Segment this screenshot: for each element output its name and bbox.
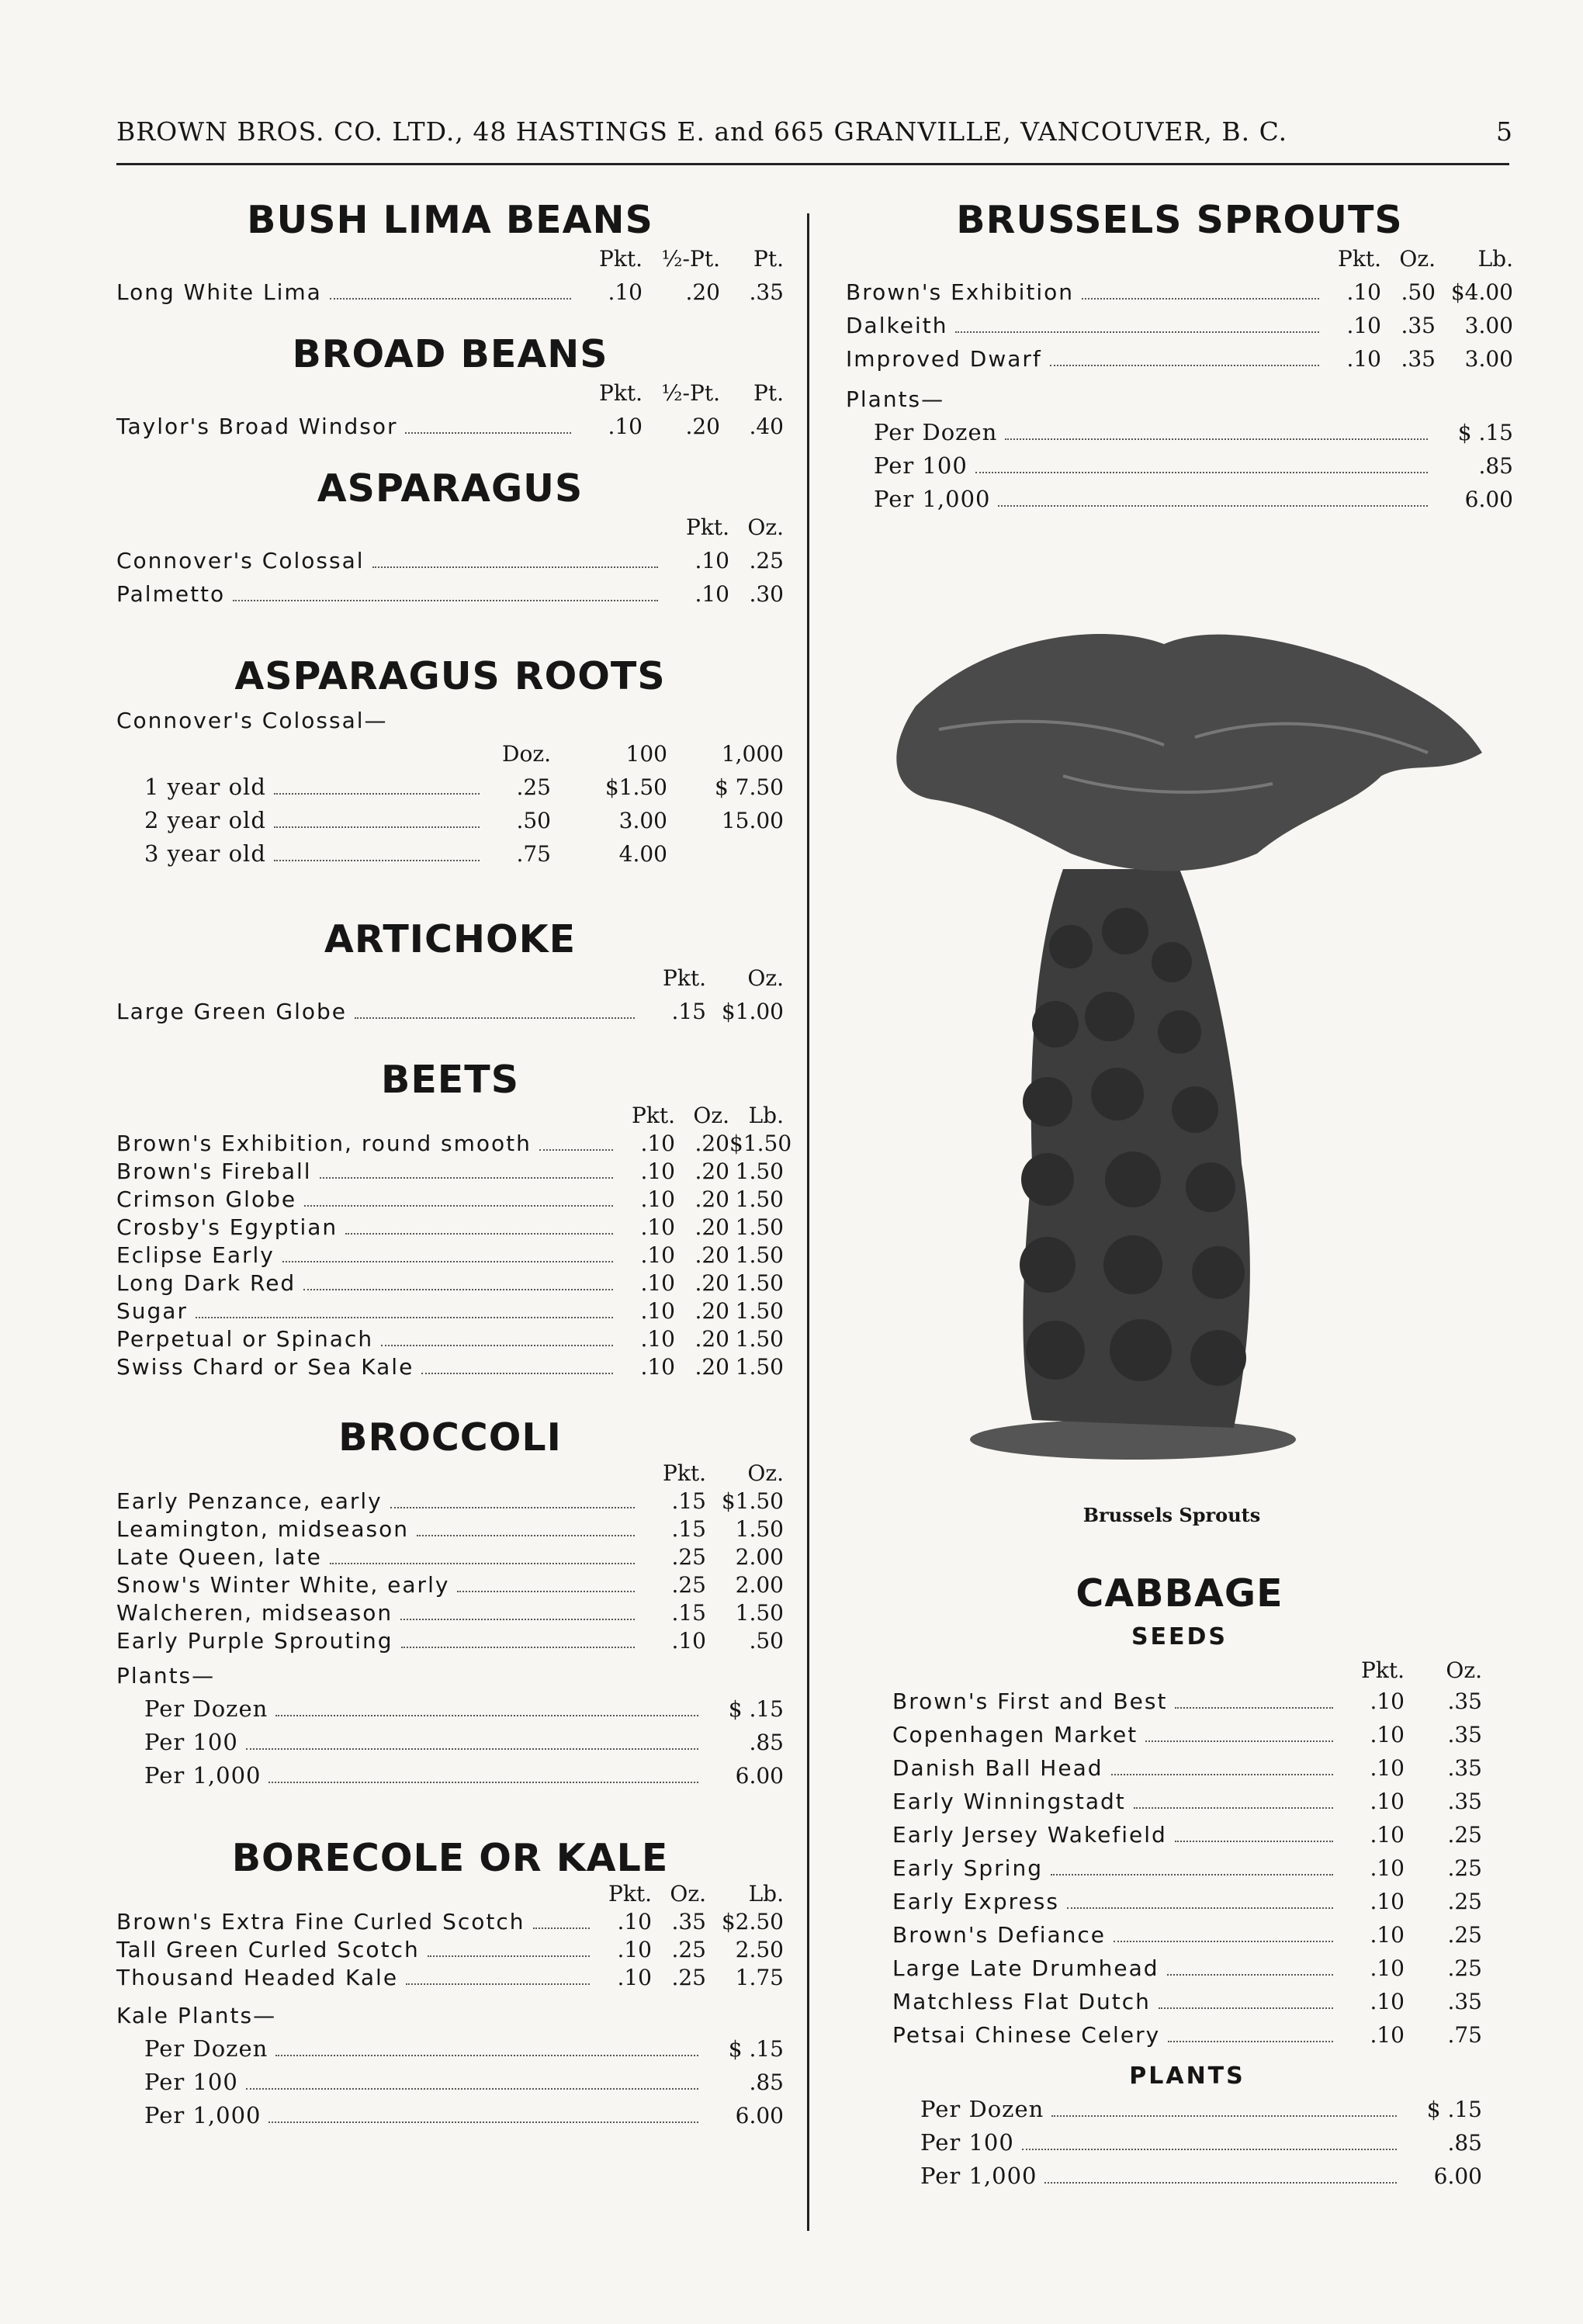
item-price: 1.50 (735, 1159, 784, 1184)
col-header: 100 (625, 741, 667, 767)
column-headers (116, 376, 784, 410)
item-price: .10 (640, 1214, 675, 1240)
col-header: Pkt. (1338, 246, 1381, 272)
item-name: Crimson Globe (116, 1186, 297, 1212)
item-name: Crosby's Egyptian (116, 1214, 338, 1240)
plant-price-row (846, 483, 1513, 516)
col-header: Pkt. (608, 1881, 652, 1907)
item-price: 15.00 (721, 808, 784, 833)
item-name: Brown's First and Best (892, 1688, 1168, 1714)
page-number: 5 (1496, 116, 1513, 147)
col-header: Oz. (747, 965, 784, 991)
item-name: Large Late Drumhead (892, 1955, 1159, 1981)
item-price: .10 (640, 1242, 675, 1268)
list-item (892, 1785, 1482, 1818)
item-name: Brown's Exhibition, round smooth (116, 1131, 532, 1156)
list-item (116, 1130, 792, 1158)
item-price: $4.00 (1450, 279, 1513, 305)
item-price: .25 (671, 1965, 706, 1990)
plant-price-row (846, 416, 1513, 449)
item-price: .85 (1447, 2130, 1482, 2156)
list-item (116, 1325, 784, 1353)
item-price: .35 (1447, 1688, 1482, 1714)
list-item (116, 1627, 784, 1655)
col-header: Oz. (1446, 1657, 1482, 1683)
list-item (116, 1214, 784, 1242)
col-header: Pt. (753, 380, 784, 406)
col-header: Oz. (670, 1881, 706, 1907)
item-name: Matchless Flat Dutch (892, 1989, 1151, 2014)
item-price: 1.75 (735, 1965, 784, 1990)
sprout-top-leaves (896, 634, 1482, 871)
item-name: Per 1,000 (144, 1762, 262, 1789)
item-price: .10 (608, 414, 643, 439)
section-title: BUSH LIMA BEANS (247, 198, 653, 242)
item-price: .35 (1447, 1722, 1482, 1747)
column-headers (116, 242, 784, 275)
item-price: .35 (1401, 313, 1436, 338)
item-price: $ .15 (1426, 2097, 1482, 2122)
list-item (892, 1885, 1482, 1918)
item-name: Long Dark Red (116, 1270, 296, 1296)
item-price: .35 (749, 279, 784, 305)
list-item (892, 1818, 1482, 1851)
item-price: .25 (516, 774, 551, 800)
col-header: Lb. (1477, 246, 1513, 272)
item-price: .10 (1370, 1922, 1405, 1948)
broad-beans-section (116, 332, 784, 443)
plants-label: Plants— (116, 1663, 216, 1688)
list-item (116, 544, 784, 577)
item-price: .10 (640, 1354, 675, 1380)
plant-price-row (116, 2032, 784, 2066)
list-item (892, 1751, 1482, 1785)
item-name: Early Purple Sprouting (116, 1628, 393, 1654)
item-price: .10 (671, 1628, 706, 1654)
item-price: .10 (1346, 346, 1381, 372)
item-price: .10 (617, 1937, 652, 1962)
list-item (116, 771, 784, 804)
col-header: Pkt. (599, 380, 643, 406)
item-price: 3.00 (1464, 313, 1513, 338)
item-price: .20 (695, 1214, 729, 1240)
item-price: .25 (749, 548, 784, 573)
item-price: .10 (1370, 1889, 1405, 1914)
item-name: Brown's Extra Fine Curled Scotch (116, 1909, 525, 1934)
item-name: Leamington, midseason (116, 1516, 409, 1542)
item-name: Per Dozen (874, 419, 998, 445)
item-price: .10 (640, 1298, 675, 1324)
item-name: Brown's Fireball (116, 1159, 312, 1184)
bush-lima-beans-section (116, 198, 784, 309)
item-name: Early Express (892, 1889, 1059, 1914)
list-item (116, 1908, 784, 1936)
list-item (892, 1851, 1482, 1885)
plant-price-row (116, 1726, 784, 1759)
col-header: 1,000 (721, 741, 784, 767)
item-price: .25 (671, 1544, 706, 1570)
cabbage-column (846, 1571, 1513, 2193)
list-item (116, 1297, 784, 1325)
plant-price-row (892, 2159, 1482, 2193)
artichoke-section (116, 917, 784, 1028)
item-price: .10 (640, 1131, 675, 1156)
list-item (116, 837, 784, 871)
list-item (116, 410, 784, 443)
item-price: .15 (671, 1488, 706, 1514)
list-item (116, 1186, 784, 1214)
item-price: .10 (1370, 2022, 1405, 2048)
list-item (116, 1158, 784, 1186)
list-item (116, 1571, 784, 1599)
col-header: Oz. (1399, 246, 1436, 272)
item-price: .25 (671, 1572, 706, 1598)
item-price: .75 (516, 841, 551, 867)
beets-section (116, 1058, 792, 1381)
item-price: 1.50 (735, 1326, 784, 1352)
list-item (846, 309, 1513, 342)
item-price: .20 (695, 1354, 729, 1380)
item-price: .85 (749, 1730, 784, 1755)
list-item (116, 1936, 784, 1964)
item-price: .25 (671, 1937, 706, 1962)
col-header: Pkt. (1361, 1657, 1405, 1683)
item-price: .25 (1447, 1855, 1482, 1881)
item-name: Snow's Winter White, early (116, 1572, 450, 1598)
item-price: 1.50 (735, 1270, 784, 1296)
item-price: .10 (617, 1909, 652, 1934)
item-price: .35 (1447, 1755, 1482, 1781)
item-name: Large Green Globe (116, 999, 347, 1024)
plants-label: Plants— (846, 386, 945, 412)
list-item (116, 1242, 784, 1269)
item-price: .10 (640, 1270, 675, 1296)
item-price: .10 (1370, 1855, 1405, 1881)
col-header: Doz. (502, 741, 551, 767)
section-title: BROAD BEANS (292, 332, 608, 376)
item-name: Swiss Chard or Sea Kale (116, 1354, 414, 1380)
item-price: $2.50 (721, 1909, 784, 1934)
item-name: Dalkeith (846, 313, 948, 338)
column-headers (116, 737, 784, 771)
item-price: .20 (695, 1326, 729, 1352)
col-header: Pkt. (632, 1103, 675, 1128)
item-price: 1.50 (735, 1242, 784, 1268)
list-item (116, 1515, 784, 1543)
item-price: .10 (1370, 1989, 1405, 2014)
broccoli-section (116, 1415, 784, 1792)
list-item (846, 275, 1513, 309)
col-header: Pkt. (686, 514, 729, 540)
item-price: .30 (749, 581, 784, 607)
item-price: 2.00 (735, 1544, 784, 1570)
item-price: .10 (640, 1326, 675, 1352)
list-item (892, 2018, 1482, 2052)
item-price: .15 (671, 1600, 706, 1626)
item-price: .50 (516, 808, 551, 833)
item-price: .10 (608, 279, 643, 305)
item-price: .20 (695, 1270, 729, 1296)
header-rule (116, 163, 1509, 165)
col-header: ½-Pt. (661, 380, 720, 406)
seeds-label: SEEDS (1131, 1623, 1228, 1650)
col-header: Pkt. (663, 965, 706, 991)
item-name: Thousand Headed Kale (116, 1965, 399, 1990)
left-column (116, 198, 792, 2132)
column-headers (116, 1460, 784, 1488)
col-header: Oz. (747, 1460, 784, 1486)
column-headers (116, 511, 784, 544)
item-price: .10 (1370, 1955, 1405, 1981)
plant-price-row (892, 2126, 1482, 2159)
item-name: Early Spring (892, 1855, 1043, 1881)
list-item (892, 1718, 1482, 1751)
item-price: .20 (695, 1159, 729, 1184)
item-price: .85 (1478, 453, 1513, 479)
right-column (846, 198, 1513, 516)
item-name: Tall Green Curled Scotch (116, 1937, 420, 1962)
page-header (116, 116, 1513, 147)
column-headers (116, 1880, 784, 1908)
item-price: $1.50 (721, 1488, 784, 1514)
list-item (116, 1269, 784, 1297)
item-name: Per 100 (144, 2069, 238, 2095)
item-price: .20 (695, 1131, 729, 1156)
item-name: Danish Ball Head (892, 1755, 1103, 1781)
item-price: 1.50 (735, 1600, 784, 1626)
item-price: 1.50 (735, 1298, 784, 1324)
item-price: 6.00 (1433, 2163, 1482, 2189)
list-item (116, 804, 784, 837)
item-name: Early Winningstadt (892, 1789, 1126, 1814)
col-header: Lb. (748, 1881, 784, 1907)
section-title: ASPARAGUS ROOTS (234, 654, 666, 698)
item-name: Early Jersey Wakefield (892, 1822, 1167, 1848)
item-price: .50 (749, 1628, 784, 1654)
item-name: Per 1,000 (144, 2102, 262, 2128)
item-price: $1.50 (604, 774, 667, 800)
plant-price-row (116, 2066, 784, 2099)
plant-price-row (116, 1692, 784, 1726)
section-title: BORECOLE OR KALE (231, 1836, 669, 1880)
list-item (846, 342, 1513, 376)
plant-price-row (846, 449, 1513, 483)
item-price: .25 (1447, 1955, 1482, 1981)
item-price: .10 (640, 1159, 675, 1184)
item-price: .20 (695, 1242, 729, 1268)
item-price: .35 (1447, 1989, 1482, 2014)
item-name: 1 year old (144, 774, 266, 800)
col-header: Pkt. (599, 246, 643, 272)
plant-price-row (892, 2093, 1482, 2126)
item-price: 1.50 (735, 1214, 784, 1240)
section-title: BRUSSELS SPROUTS (956, 198, 1403, 242)
column-headers (892, 1657, 1482, 1685)
item-price: .10 (1346, 313, 1381, 338)
item-price: .10 (617, 1965, 652, 1990)
item-price: 1.50 (735, 1354, 784, 1380)
asparagus-section (116, 466, 784, 611)
item-name: Per 1,000 (920, 2163, 1037, 2189)
item-price: .10 (1370, 1789, 1405, 1814)
section-title: BEETS (380, 1058, 519, 1102)
header-title: BROWN BROS. CO. LTD., 48 HASTINGS E. and 665 GRANVILLE, VANCOUVER, B. C. (116, 116, 1288, 147)
list-item (116, 1964, 784, 1992)
item-price: .10 (1370, 1822, 1405, 1848)
item-name: Perpetual or Spinach (116, 1326, 374, 1352)
item-price: 1.50 (735, 1186, 784, 1212)
item-name: Copenhagen Market (892, 1722, 1138, 1747)
item-price: .50 (1401, 279, 1436, 305)
item-name: 3 year old (144, 840, 266, 867)
list-item (892, 1985, 1482, 2018)
item-price: .20 (685, 414, 720, 439)
item-price: 3.00 (1464, 346, 1513, 372)
item-name: Improved Dwarf (846, 346, 1042, 372)
item-name: Sugar (116, 1298, 188, 1324)
item-price: .10 (1370, 1688, 1405, 1714)
item-name: Brown's Exhibition (846, 279, 1075, 305)
col-header: Lb. (748, 1103, 784, 1128)
item-name: Taylor's Broad Windsor (116, 414, 398, 439)
section-title: ARTICHOKE (324, 917, 577, 961)
item-price: .15 (671, 999, 706, 1024)
item-price: .40 (749, 414, 784, 439)
brussels-sprouts-illustration (869, 621, 1505, 1536)
item-price: $ .15 (728, 1696, 784, 1722)
list-item (116, 995, 784, 1028)
item-name: Early Penzance, early (116, 1488, 383, 1514)
item-price: 2.00 (735, 1572, 784, 1598)
col-header: Pt. (753, 246, 784, 272)
col-header: Oz. (747, 514, 784, 540)
item-name: Per Dozen (920, 2096, 1044, 2122)
column-headers (116, 961, 784, 995)
item-price: .10 (695, 548, 729, 573)
brussels-sprouts-section (846, 198, 1513, 516)
item-price: $ .15 (1457, 420, 1513, 445)
column-divider (807, 213, 809, 2231)
section-title: CABBAGE (1076, 1571, 1283, 1616)
list-item (116, 1488, 784, 1515)
list-item (116, 1353, 784, 1381)
item-price: 3.00 (618, 808, 667, 833)
item-name: Per 100 (144, 1729, 238, 1755)
item-name: 2 year old (144, 807, 266, 833)
plants-label: PLANTS (1129, 2063, 1245, 2090)
item-price: .20 (695, 1186, 729, 1212)
item-name: Late Queen, late (116, 1544, 322, 1570)
list-item (116, 1599, 784, 1627)
item-name: Palmetto (116, 581, 226, 607)
item-price: $ 7.50 (714, 774, 784, 800)
item-price: .75 (1447, 2022, 1482, 2048)
list-item (116, 577, 784, 611)
col-header: ½-Pt. (661, 246, 720, 272)
item-price: 6.00 (735, 1763, 784, 1789)
asparagus-roots-section (116, 654, 784, 871)
item-name: Long White Lima (116, 279, 322, 305)
item-price: .25 (1447, 1822, 1482, 1848)
col-header: Pkt. (663, 1460, 706, 1486)
item-price: .10 (640, 1186, 675, 1212)
item-price: 4.00 (618, 841, 667, 867)
item-price: $1.50 (729, 1131, 792, 1156)
item-price: .15 (671, 1516, 706, 1542)
plants-label: Kale Plants— (116, 2003, 277, 2028)
item-name: Per 100 (874, 452, 968, 479)
plant-base-shadow (970, 1419, 1296, 1460)
item-price: $ .15 (728, 2036, 784, 2062)
variety-label: Connover's Colossal— (116, 708, 388, 733)
item-price: 6.00 (1464, 487, 1513, 512)
item-price: .25 (1447, 1889, 1482, 1914)
item-price: .10 (695, 581, 729, 607)
item-name: Per 100 (920, 2129, 1014, 2156)
item-price: .35 (671, 1909, 706, 1934)
list-item (892, 1952, 1482, 1985)
item-price: 2.50 (735, 1937, 784, 1962)
item-name: Petsai Chinese Celery (892, 2022, 1161, 2048)
list-item (116, 275, 784, 309)
item-name: Per Dozen (144, 1695, 268, 1722)
item-price: .10 (1370, 1722, 1405, 1747)
item-name: Walcheren, midseason (116, 1600, 393, 1626)
borecole-section (116, 1836, 784, 2132)
plant-price-row (116, 2099, 784, 2132)
plant-price-row (116, 1759, 784, 1792)
col-header: Oz. (693, 1103, 729, 1128)
cabbage-section (846, 1571, 1513, 2193)
item-price: .35 (1401, 346, 1436, 372)
item-name: Per Dozen (144, 2035, 268, 2062)
item-price: .85 (749, 2069, 784, 2095)
item-price: $1.00 (721, 999, 784, 1024)
item-price: 1.50 (735, 1516, 784, 1542)
list-item (892, 1685, 1482, 1718)
section-title: BROCCOLI (338, 1415, 562, 1460)
list-item (892, 1918, 1482, 1952)
item-price: .10 (1370, 1755, 1405, 1781)
item-price: .35 (1447, 1789, 1482, 1814)
item-name: Connover's Colossal (116, 548, 365, 573)
item-name: Brown's Defiance (892, 1922, 1107, 1948)
item-price: .10 (1346, 279, 1381, 305)
item-name: Per 1,000 (874, 486, 991, 512)
item-price: .20 (685, 279, 720, 305)
list-item (116, 1543, 784, 1571)
item-price: .20 (695, 1298, 729, 1324)
item-name: Eclipse Early (116, 1242, 275, 1268)
illustration-caption: Brussels Sprouts (1082, 1504, 1261, 1526)
item-price: 6.00 (735, 2103, 784, 2128)
section-title: ASPARAGUS (317, 466, 584, 511)
column-headers (846, 242, 1513, 275)
column-headers (116, 1102, 784, 1130)
item-price: .25 (1447, 1922, 1482, 1948)
